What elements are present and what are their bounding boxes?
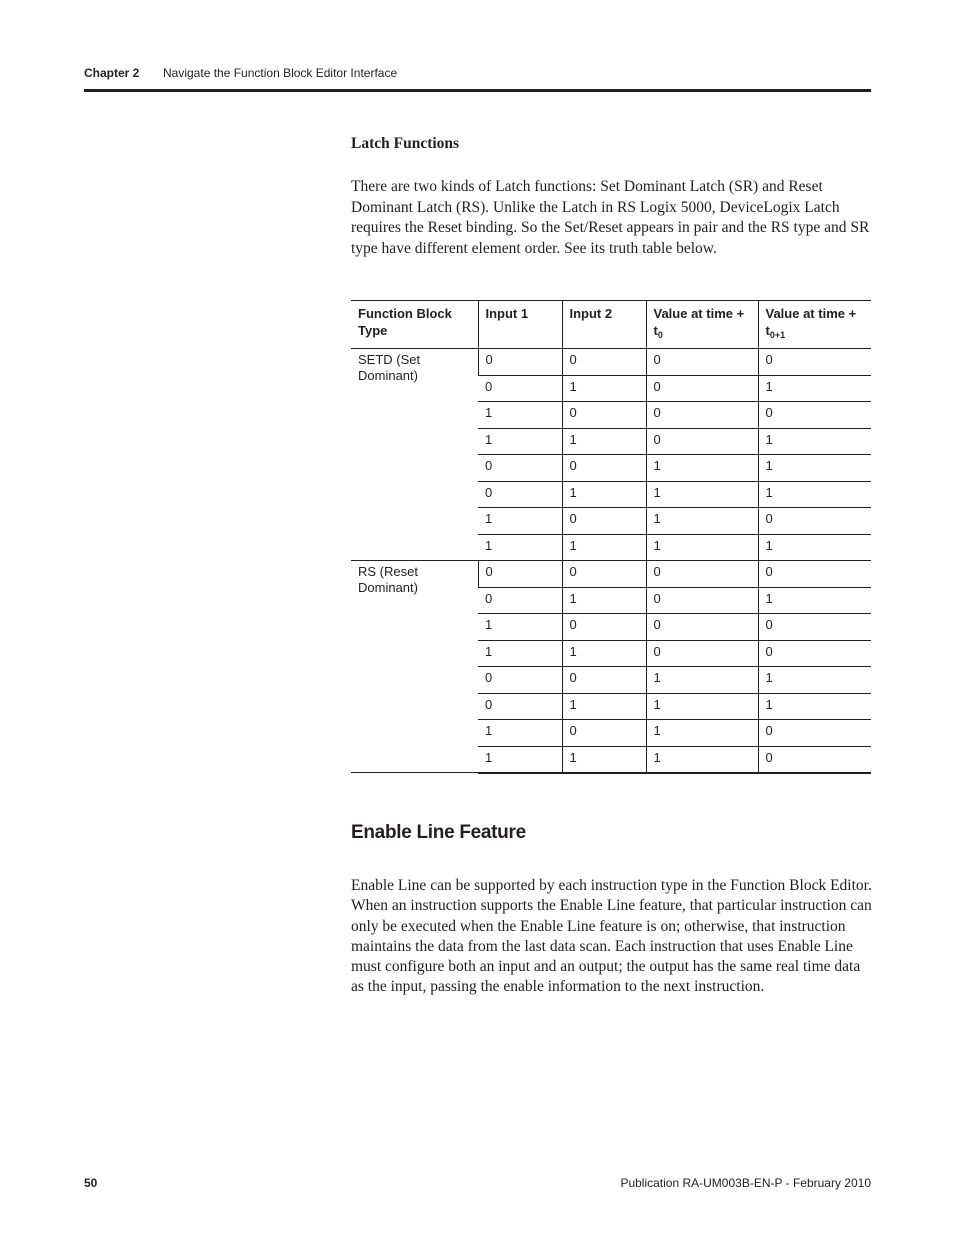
- header-function-block-type: Function Block Type: [351, 301, 478, 349]
- page-number: 50: [84, 1176, 98, 1190]
- input-1-cell: 1: [478, 534, 562, 561]
- input-1-cell: 0: [478, 667, 562, 694]
- function-block-type-cell: RS (Reset Dominant): [351, 561, 478, 773]
- header-value-t1-subscript: 0+1: [769, 330, 786, 340]
- input-2-cell: 0: [562, 508, 646, 535]
- input-1-cell: 0: [478, 561, 562, 588]
- chapter-title: Navigate the Function Block Editor Interface: [163, 66, 398, 80]
- input-2-cell: 1: [562, 587, 646, 614]
- value-t0-plus-1-cell: 0: [758, 402, 871, 429]
- table-row: [351, 349, 871, 376]
- value-t0-plus-1-cell: 0: [758, 508, 871, 535]
- input-1-cell: 1: [478, 746, 562, 773]
- input-2-cell: 0: [562, 667, 646, 694]
- latch-functions-paragraph: There are two kinds of Latch functions: Set Dominant Latch (SR) and Reset Dominant Latch (RS). Unlike the Latch in RS Logix 5000, DeviceLogix Latch requires the Reset binding. So the Set/Reset appears in pair and the RS type and SR type have different element order. See its truth table below.: [351, 178, 870, 257]
- enable-line-heading: Enable Line Feature: [351, 822, 526, 843]
- input-1-cell: 1: [478, 508, 562, 535]
- value-t0-cell: 0: [646, 587, 758, 614]
- input-1-cell: 1: [478, 402, 562, 429]
- value-t0-plus-1-cell: 0: [758, 640, 871, 667]
- value-t0-plus-1-cell: 1: [758, 667, 871, 694]
- input-1-cell: 0: [478, 349, 562, 376]
- value-t0-cell: 0: [646, 640, 758, 667]
- input-2-cell: 1: [562, 481, 646, 508]
- latch-functions-heading: Latch Functions: [351, 135, 460, 152]
- input-1-cell: 0: [478, 587, 562, 614]
- input-1-cell: 0: [478, 693, 562, 720]
- value-t0-plus-1-cell: 1: [758, 693, 871, 720]
- header-divider: [84, 89, 871, 92]
- input-2-cell: 0: [562, 614, 646, 641]
- header-value-t0-subscript: 0: [657, 330, 663, 340]
- input-2-cell: 0: [562, 720, 646, 747]
- value-t0-plus-1-cell: 0: [758, 720, 871, 747]
- header-value-t0: [646, 301, 758, 349]
- header-input-1: Input 1: [478, 301, 562, 349]
- value-t0-plus-1-cell: 1: [758, 534, 871, 561]
- input-2-cell: 0: [562, 402, 646, 429]
- publication-info: Publication RA-UM003B-EN-P - February 2010: [620, 1176, 871, 1190]
- value-t0-cell: 0: [646, 614, 758, 641]
- input-2-cell: 1: [562, 693, 646, 720]
- value-t0-cell: 1: [646, 481, 758, 508]
- value-t0-cell: 1: [646, 534, 758, 561]
- input-2-cell: 1: [562, 375, 646, 402]
- value-t0-cell: 1: [646, 667, 758, 694]
- enable-line-paragraph: Enable Line can be supported by each instruction type in the Function Block Editor. When an instruction supports the Enable Line feature, that particular instruction can only be executed when the Enable Line feature is on; otherwise, that instruction maintains the data from the last data scan. Each instruction that uses Enable Line must configure both an input and an output; the output has the same real time data as the input, passing the enable information to the next instruction.: [351, 877, 872, 996]
- value-t0-plus-1-cell: 1: [758, 375, 871, 402]
- table-row: [351, 561, 871, 588]
- input-1-cell: 0: [478, 375, 562, 402]
- value-t0-cell: 1: [646, 720, 758, 747]
- input-2-cell: 1: [562, 746, 646, 773]
- value-t0-cell: 0: [646, 375, 758, 402]
- input-2-cell: 0: [562, 349, 646, 376]
- table-body: [351, 349, 871, 773]
- value-t0-plus-1-cell: 0: [758, 349, 871, 376]
- value-t0-cell: 0: [646, 561, 758, 588]
- input-1-cell: 1: [478, 614, 562, 641]
- function-block-type-cell: SETD (Set Dominant): [351, 349, 478, 561]
- input-1-cell: 0: [478, 455, 562, 482]
- value-t0-cell: 0: [646, 349, 758, 376]
- value-t0-cell: 1: [646, 508, 758, 535]
- value-t0-cell: 1: [646, 746, 758, 773]
- header-value-t0-plus-1: [758, 301, 871, 349]
- input-2-cell: 0: [562, 561, 646, 588]
- chapter-label: Chapter 2: [84, 66, 140, 80]
- input-2-cell: 1: [562, 428, 646, 455]
- value-t0-cell: 1: [646, 693, 758, 720]
- value-t0-plus-1-cell: 1: [758, 428, 871, 455]
- input-1-cell: 1: [478, 640, 562, 667]
- value-t0-cell: 0: [646, 428, 758, 455]
- value-t0-plus-1-cell: 1: [758, 587, 871, 614]
- input-2-cell: 1: [562, 534, 646, 561]
- header-input-2: Input 2: [562, 301, 646, 349]
- value-t0-plus-1-cell: 0: [758, 746, 871, 773]
- input-1-cell: 1: [478, 720, 562, 747]
- value-t0-plus-1-cell: 0: [758, 561, 871, 588]
- header-value-t0-text: Value at time + t: [653, 306, 745, 338]
- input-2-cell: 1: [562, 640, 646, 667]
- value-t0-cell: 0: [646, 402, 758, 429]
- header-value-t1-text: Value at time + t: [765, 306, 857, 338]
- value-t0-plus-1-cell: 1: [758, 481, 871, 508]
- value-t0-cell: 1: [646, 455, 758, 482]
- latch-truth-table: [351, 300, 871, 774]
- value-t0-plus-1-cell: 1: [758, 455, 871, 482]
- input-1-cell: 1: [478, 428, 562, 455]
- value-t0-plus-1-cell: 0: [758, 614, 871, 641]
- input-1-cell: 0: [478, 481, 562, 508]
- input-2-cell: 0: [562, 455, 646, 482]
- table-header-row: [351, 301, 871, 349]
